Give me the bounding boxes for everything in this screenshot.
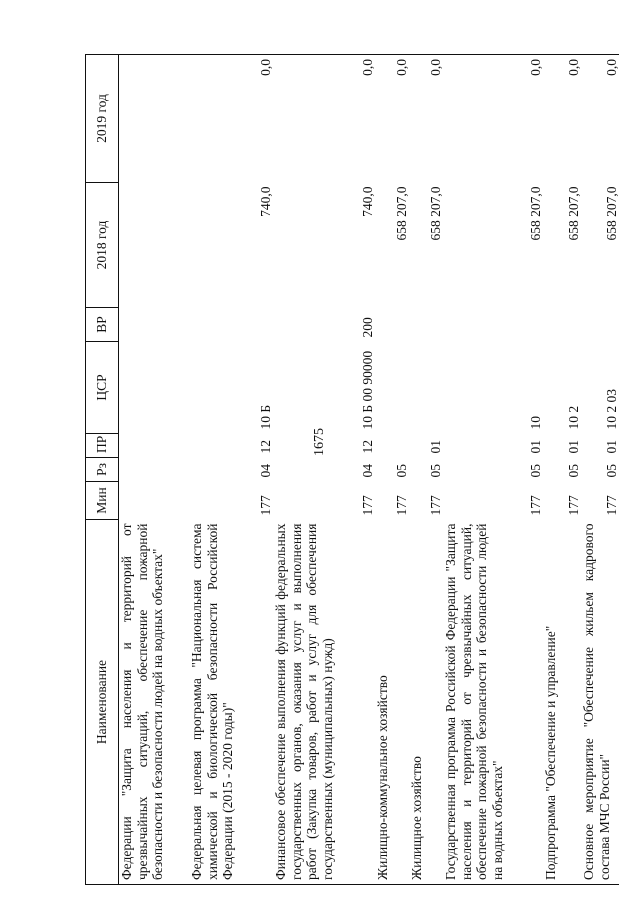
row-rz: 04 (359, 464, 375, 478)
table-row (581, 55, 619, 885)
row-vr (543, 308, 581, 342)
row-2018: 658 207,0 (393, 186, 409, 241)
row-vr (581, 308, 619, 342)
row-2018: 740,0 (359, 186, 375, 217)
row-rz: 05 (565, 464, 581, 478)
row-rz (119, 458, 190, 482)
header-csr: ЦСР (86, 342, 119, 434)
row-2018: 658 207,0 (565, 186, 581, 241)
row-csr: 10 2 03 (603, 389, 619, 430)
row-2018: 658 207,0 (527, 186, 543, 241)
table-row (409, 55, 443, 885)
row-2019: 0,0 (581, 55, 619, 183)
header-name: Наименование (86, 520, 119, 885)
row-min: 177 (527, 495, 543, 516)
row-rz: 05 (393, 464, 409, 478)
row-name: Финансовое обеспечение выполнения функций федеральных государственных органов, оказания услуг и выполнения работ (Закупка товаров, работ и услуг для обеспечения государственных (муниципальных) нужд) (273, 520, 375, 885)
header-pr: ПР (86, 434, 119, 458)
row-pr (119, 434, 190, 458)
row-2018: 658 207,0 (603, 186, 619, 241)
header-min: Мин (86, 482, 119, 520)
header-vr: ВР (86, 308, 119, 342)
row-2018: 658 207,0 (427, 186, 443, 241)
row-vr: 200 (359, 317, 375, 338)
row-csr: 10 Б (257, 404, 273, 430)
row-name: Государственная программа Российской Федерации "Защита населения и территорий от чрезвычайных ситуаций, обеспечение пожарной безопасности и безопасности людей на водных объектах" (443, 520, 543, 885)
header-2018: 2018 год (86, 183, 119, 308)
table-header-row (86, 55, 119, 885)
row-pr: 01 (603, 440, 619, 454)
row-min (119, 482, 190, 520)
table-row (189, 55, 273, 885)
row-csr (119, 342, 190, 434)
row-pr: 12 (359, 440, 375, 454)
row-min: 177 (257, 495, 273, 516)
table-row (375, 55, 409, 885)
table-row (273, 55, 375, 885)
row-csr: 10 Б 00 90000 (359, 350, 375, 430)
table-row (443, 55, 543, 885)
row-vr (189, 308, 273, 342)
row-csr: 10 2 (565, 405, 581, 430)
header-rz: Рз (86, 458, 119, 482)
row-pr (375, 434, 409, 458)
header-2019: 2019 год (86, 55, 119, 183)
table-row (543, 55, 581, 885)
row-2019: 0,0 (375, 55, 409, 183)
rotated-table-container (85, 55, 619, 885)
row-2018: 740,0 (257, 186, 273, 217)
row-name: Жилищное хозяйство (409, 520, 443, 885)
row-2019: 0,0 (273, 55, 375, 183)
row-2019 (119, 55, 190, 183)
row-vr (443, 308, 543, 342)
page-number: 1675 (312, 428, 327, 456)
row-pr: 01 (427, 440, 443, 454)
row-min: 177 (359, 495, 375, 516)
row-vr (409, 308, 443, 342)
row-csr: 10 (527, 416, 543, 430)
row-2018 (119, 183, 190, 308)
row-2019: 0,0 (189, 55, 273, 183)
row-pr: 01 (565, 440, 581, 454)
row-vr (375, 308, 409, 342)
row-2019: 0,0 (409, 55, 443, 183)
row-csr (409, 342, 443, 434)
row-min: 177 (393, 495, 409, 516)
row-rz: 05 (527, 464, 543, 478)
row-min: 177 (565, 495, 581, 516)
row-name: Жилищно-коммунальное хозяйство (375, 520, 409, 885)
row-2019: 0,0 (443, 55, 543, 183)
row-min: 177 (427, 495, 443, 516)
row-pr: 12 (257, 440, 273, 454)
row-rz: 05 (603, 464, 619, 478)
row-vr (119, 308, 190, 342)
row-name: Подпрограмма "Обеспечение и управление" (543, 520, 581, 885)
row-name: Основное мероприятие "Обеспечение жильем кадрового состава МЧС России" (581, 520, 619, 885)
table-row (119, 55, 190, 885)
row-pr: 01 (527, 440, 543, 454)
row-min: 177 (603, 495, 619, 516)
row-name: Федерации "Защита населения и территорий от чрезвычайных ситуаций, обеспечение пожарной безопасности и безопасности людей на водных объектах" (119, 520, 190, 885)
row-name: Федеральная целевая программа "Национальная система химической и биологической безопасности Российской Федерации (2015 - 2020 годы)" (189, 520, 273, 885)
row-2019: 0,0 (543, 55, 581, 183)
row-rz: 04 (257, 464, 273, 478)
budget-table (85, 54, 619, 885)
row-rz: 05 (427, 464, 443, 478)
row-csr (375, 342, 409, 434)
